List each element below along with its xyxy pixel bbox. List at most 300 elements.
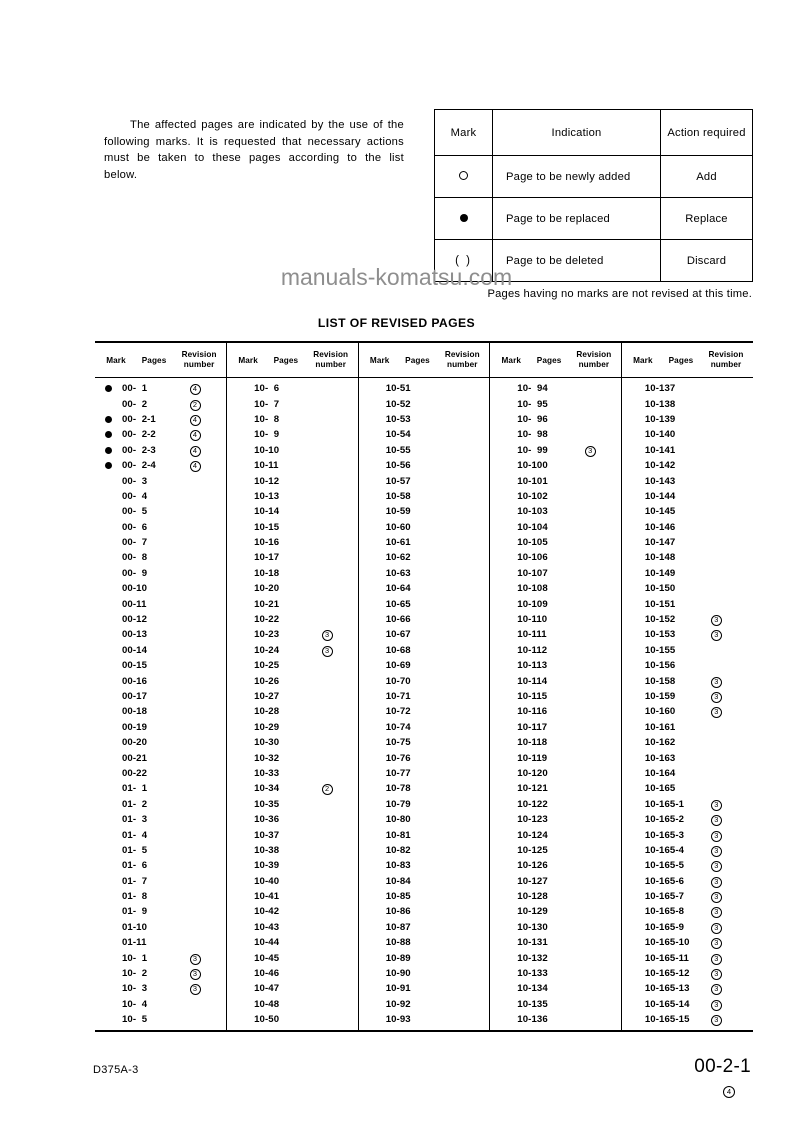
table-row (95, 489, 226, 504)
table-row (359, 504, 490, 519)
table-row (227, 874, 358, 889)
table-row (622, 458, 753, 473)
row-revision-number (711, 675, 735, 688)
table-row (359, 997, 490, 1012)
table-row (359, 843, 490, 858)
table-row (490, 381, 621, 396)
table-row (227, 520, 358, 535)
table-row (359, 827, 490, 842)
table-row (95, 766, 226, 781)
header-pages: Pages (405, 355, 430, 365)
table-row (95, 581, 226, 596)
table-row (490, 689, 621, 704)
table-row (622, 443, 753, 458)
row-page-number: 10-118 (517, 737, 548, 749)
row-page-number: 10-57 (385, 475, 411, 487)
revision-badge: 3 (711, 954, 722, 965)
table-row (227, 704, 358, 719)
row-page-number: 10-85 (385, 891, 411, 903)
row-page-number: 10-123 (517, 814, 548, 826)
table-row (227, 427, 358, 442)
row-page-number: 10-82 (385, 844, 411, 856)
table-row (490, 950, 621, 965)
header-revision-number: Revision number (576, 350, 612, 369)
table-row (622, 473, 753, 488)
header-pages: Pages (273, 355, 299, 365)
row-page-number: 10-156 (644, 660, 676, 672)
table-row (490, 643, 621, 658)
header-mark: Mark (633, 355, 653, 365)
header-revision-number: Revision number (313, 350, 349, 369)
revision-badge: 3 (711, 800, 722, 811)
row-revision-number (711, 998, 735, 1011)
table-row (95, 673, 226, 688)
legend-indication-cell: Page to be replaced (493, 198, 661, 240)
row-page-number: 10-128 (517, 891, 548, 903)
row-page-number: 10-69 (385, 660, 411, 672)
table-row (622, 704, 753, 719)
row-page-number: 10-33 (254, 767, 280, 779)
revision-badge: 3 (190, 969, 201, 980)
row-page-number: 10-113 (517, 660, 548, 672)
table-row (359, 520, 490, 535)
row-page-number: 10-91 (385, 983, 411, 995)
table-row (490, 920, 621, 935)
table-row (359, 966, 490, 981)
row-page-number: 10-158 (644, 675, 676, 687)
table-row (359, 858, 490, 873)
header-mark: Mark (501, 355, 522, 365)
table-row (622, 643, 753, 658)
table-row (95, 689, 226, 704)
row-page-number: 10-120 (517, 767, 548, 779)
legend-row (435, 198, 753, 240)
table-row (490, 627, 621, 642)
table-row (95, 412, 226, 427)
page-title: LIST OF REVISED PAGES (317, 316, 476, 330)
row-revision-number (711, 1013, 735, 1026)
table-row (622, 673, 753, 688)
row-page-number: 10-141 (644, 444, 676, 456)
filled-circle-icon (460, 214, 468, 222)
row-page-number: 01- 3 (122, 814, 148, 826)
table-row (622, 843, 753, 858)
revision-badge: 3 (711, 907, 722, 918)
row-page-number: 10-34 (254, 783, 280, 795)
row-mark (95, 414, 122, 425)
table-row (227, 658, 358, 673)
row-revision-number (573, 444, 607, 457)
row-page-number: 10-165-11 (644, 952, 689, 964)
table-row (95, 735, 226, 750)
row-page-number: 10-165-5 (644, 860, 685, 872)
row-page-number: 10-60 (385, 521, 411, 533)
table-row (359, 627, 490, 642)
row-page-number: 10- 7 (254, 398, 280, 410)
table-row (622, 412, 753, 427)
table-row (622, 381, 753, 396)
header-revision-number: Revision number (444, 350, 480, 369)
row-revision-number (178, 444, 212, 457)
table-row (227, 889, 358, 904)
header-block-5 (621, 342, 753, 378)
revision-badge: 3 (711, 692, 722, 703)
row-page-number: 00-20 (122, 737, 148, 749)
table-row (490, 735, 621, 750)
table-row (227, 581, 358, 596)
row-page-number: 00-13 (122, 629, 148, 641)
table-row (227, 750, 358, 765)
row-page-number: 10-124 (517, 829, 548, 841)
row-revision-number (178, 459, 212, 472)
revision-badge: 4 (190, 461, 201, 472)
row-revision-number (711, 844, 735, 857)
row-page-number: 10-164 (644, 767, 676, 779)
row-page-number: 10-165-14 (644, 998, 690, 1010)
table-row (95, 904, 226, 919)
revision-badge: 4 (190, 415, 201, 426)
table-row (622, 1012, 753, 1027)
table-row (490, 612, 621, 627)
row-page-number: 10-54 (385, 429, 411, 441)
row-page-number: 10-165-9 (644, 921, 685, 933)
table-row (95, 427, 226, 442)
table-row (359, 797, 490, 812)
row-page-number: 10-63 (385, 567, 411, 579)
table-row (622, 658, 753, 673)
row-page-number: 10-23 (254, 629, 280, 641)
row-page-number: 10-90 (385, 968, 411, 980)
row-page-number: 10-165-8 (644, 906, 685, 918)
row-page-number: 10-51 (385, 383, 411, 395)
table-row (95, 1012, 226, 1027)
table-row (490, 935, 621, 950)
row-page-number: 10-89 (385, 952, 411, 964)
row-page-number: 10-66 (385, 614, 411, 626)
row-page-number: 10-165 (644, 783, 676, 795)
table-row (622, 781, 753, 796)
table-row (95, 535, 226, 550)
table-row (227, 458, 358, 473)
table-row (359, 874, 490, 889)
row-page-number: 10-107 (517, 567, 548, 579)
table-row (359, 950, 490, 965)
row-mark (95, 445, 122, 456)
row-page-number: 01- 1 (122, 783, 148, 795)
revision-badge: 3 (711, 846, 722, 857)
table-row (490, 535, 621, 550)
header-revision-number: Revision number (181, 350, 217, 369)
legend-indication-cell: Page to be deleted (493, 240, 661, 282)
table-row (95, 874, 226, 889)
row-page-number: 10-147 (644, 537, 676, 549)
table-row (95, 458, 226, 473)
row-page-number: 10- 4 (122, 998, 148, 1010)
row-page-number: 00-16 (122, 675, 148, 687)
table-row (622, 812, 753, 827)
table-row (622, 874, 753, 889)
row-page-number: 10-64 (385, 583, 411, 595)
legend-mark-cell (435, 240, 493, 282)
row-page-number: 10-41 (254, 891, 280, 903)
revision-badge: 3 (190, 984, 201, 995)
row-page-number: 10-35 (254, 798, 280, 810)
table-row (490, 812, 621, 827)
table-row (490, 443, 621, 458)
table-row (622, 950, 753, 965)
row-page-number: 01- 4 (122, 829, 148, 841)
table-row (227, 858, 358, 873)
row-page-number: 00-22 (122, 767, 148, 779)
row-page-number: 10-112 (517, 644, 548, 656)
row-page-number: 10- 2 (122, 968, 148, 980)
column-block-5 (621, 378, 753, 1032)
row-page-number: 10-137 (644, 383, 676, 395)
table-row (95, 997, 226, 1012)
table-row (359, 596, 490, 611)
parentheses-icon: ( ) (455, 254, 472, 267)
row-page-number: 10-32 (254, 752, 280, 764)
row-page-number: 10-129 (517, 906, 548, 918)
row-page-number: 10-88 (385, 937, 411, 949)
header-block-1 (95, 342, 227, 378)
row-page-number: 10-92 (385, 998, 411, 1010)
row-page-number: 10-165-3 (644, 829, 685, 841)
no-marks-note: Pages having no marks are not revised at this time. (487, 288, 752, 300)
row-page-number: 00- 2-3 (122, 444, 156, 456)
row-page-number: 10-119 (517, 752, 548, 764)
table-row (359, 981, 490, 996)
table-row (359, 766, 490, 781)
table-row (359, 658, 490, 673)
table-row (490, 720, 621, 735)
footer-page-number: 00-2-1 (694, 1056, 751, 1077)
table-row (622, 396, 753, 411)
table-row (622, 581, 753, 596)
row-page-number: 10-46 (254, 968, 280, 980)
row-revision-number (310, 628, 344, 641)
revision-badge: 3 (711, 877, 722, 888)
row-page-number: 10-62 (385, 552, 411, 564)
row-revision-number (711, 921, 735, 934)
row-page-number: 01- 8 (122, 891, 148, 903)
row-page-number: 10-133 (517, 968, 548, 980)
table-row (227, 535, 358, 550)
table-row (95, 966, 226, 981)
table-row (227, 673, 358, 688)
table-row (622, 427, 753, 442)
row-page-number: 10-102 (517, 490, 548, 502)
header-block-3 (358, 342, 490, 378)
table-row (227, 412, 358, 427)
table-row (227, 781, 358, 796)
row-page-number: 10-56 (385, 460, 411, 472)
table-row (227, 489, 358, 504)
row-page-number: 10- 95 (517, 398, 548, 410)
table-row (622, 920, 753, 935)
row-revision-number (711, 690, 735, 703)
row-page-number: 10-12 (254, 475, 280, 487)
row-revision-number (711, 952, 735, 965)
row-page-number: 10-78 (385, 783, 411, 795)
table-row (359, 750, 490, 765)
revision-badge: 3 (322, 646, 333, 657)
row-page-number: 10-75 (385, 737, 411, 749)
header-pages: Pages (141, 355, 167, 365)
row-revision-number (178, 382, 212, 395)
row-page-number: 10-11 (254, 460, 279, 472)
table-row (95, 550, 226, 565)
table-row (490, 766, 621, 781)
table-row (622, 858, 753, 873)
row-page-number: 10-70 (385, 675, 411, 687)
row-page-number: 10-72 (385, 706, 411, 718)
row-revision-number (711, 936, 735, 949)
row-page-number: 10-144 (644, 490, 676, 502)
row-page-number: 10-140 (644, 429, 676, 441)
table-row (490, 997, 621, 1012)
row-page-number: 00-11 (122, 598, 147, 610)
column-block-3 (358, 378, 490, 1032)
row-page-number: 10-21 (254, 598, 280, 610)
row-page-number: 00- 7 (122, 537, 148, 549)
table-row (359, 704, 490, 719)
row-revision-number (711, 813, 735, 826)
table-row (359, 643, 490, 658)
revision-badge: 3 (322, 630, 333, 641)
legend-row (435, 240, 753, 282)
intro-paragraph: The affected pages are indicated by the use of the following marks. It is requested that necessary actions must be taken to these pages according to the list below. (104, 119, 404, 181)
revised-pages-table (95, 341, 753, 1032)
legend-header-action: Action required (661, 110, 753, 156)
table-row (490, 566, 621, 581)
row-page-number: 10-126 (517, 860, 548, 872)
row-revision-number (711, 859, 735, 872)
row-page-number: 01- 7 (122, 875, 148, 887)
row-page-number: 10-161 (644, 721, 676, 733)
row-page-number: 10-143 (644, 475, 676, 487)
row-revision-number (310, 782, 344, 795)
table-row (95, 858, 226, 873)
row-page-number: 10-151 (644, 598, 676, 610)
footer-revision-badge (723, 1086, 735, 1098)
row-page-number: 10-26 (254, 675, 280, 687)
row-revision-number (711, 890, 735, 903)
row-page-number: 10-165-15 (644, 1014, 690, 1026)
row-page-number: 10-116 (517, 706, 548, 718)
table-row (359, 443, 490, 458)
row-page-number: 10-155 (644, 644, 676, 656)
table-row (359, 781, 490, 796)
row-page-number: 10-18 (254, 567, 280, 579)
row-page-number: 10-27 (254, 691, 280, 702)
row-page-number: 00-14 (122, 644, 148, 656)
row-page-number: 10-37 (254, 829, 280, 841)
table-row (227, 997, 358, 1012)
row-page-number: 10-65 (385, 598, 411, 610)
row-revision-number (711, 967, 735, 980)
table-row (227, 627, 358, 642)
row-page-number: 10-17 (254, 552, 280, 564)
table-row (359, 458, 490, 473)
table-row (490, 750, 621, 765)
table-row (359, 412, 490, 427)
row-page-number: 10-10 (254, 444, 280, 456)
table-row (490, 596, 621, 611)
revision-badge: 3 (190, 954, 201, 965)
table-row (359, 720, 490, 735)
row-page-number: 10-165-10 (644, 937, 690, 949)
table-row (227, 843, 358, 858)
row-page-number: 10-86 (385, 906, 411, 918)
row-page-number: 00- 4 (122, 490, 148, 502)
table-row (359, 566, 490, 581)
revision-badge: 4 (190, 446, 201, 457)
table-row (490, 504, 621, 519)
table-row (622, 981, 753, 996)
table-row (490, 550, 621, 565)
row-page-number: 10-163 (644, 752, 676, 764)
row-page-number: 10-15 (254, 521, 280, 533)
row-page-number: 00-10 (122, 583, 148, 595)
table-row (359, 904, 490, 919)
row-page-number: 10-105 (517, 537, 548, 549)
row-page-number: 10-148 (644, 552, 676, 564)
table-row (359, 673, 490, 688)
row-page-number: 10-135 (517, 998, 548, 1010)
row-page-number: 10-42 (254, 906, 280, 918)
table-row (359, 935, 490, 950)
row-page-number: 10-122 (517, 798, 548, 810)
table-row (227, 797, 358, 812)
row-page-number: 01- 6 (122, 860, 148, 872)
row-revision-number (711, 705, 735, 718)
table-row (490, 458, 621, 473)
table-row (622, 827, 753, 842)
filled-circle-icon (105, 462, 112, 469)
table-row (227, 396, 358, 411)
revision-badge: 2 (322, 784, 333, 795)
row-page-number: 10-149 (644, 567, 676, 579)
row-page-number: 00- 1 (122, 383, 148, 395)
row-page-number: 10-39 (254, 860, 280, 872)
row-page-number: 10-25 (254, 660, 280, 672)
row-page-number: 10-117 (517, 721, 548, 733)
table-row (95, 797, 226, 812)
row-page-number: 10-16 (254, 537, 280, 549)
table-row (227, 473, 358, 488)
row-page-number: 10-53 (385, 413, 411, 425)
row-page-number: 10-165-4 (644, 844, 685, 856)
row-page-number: 10- 5 (122, 1014, 148, 1026)
revision-badge: 3 (711, 831, 722, 842)
legend-header-indication: Indication (493, 110, 661, 156)
row-page-number: 10-138 (644, 398, 676, 410)
row-page-number: 10-153 (644, 629, 676, 641)
row-page-number: 10- 94 (517, 383, 548, 395)
table-row (95, 981, 226, 996)
row-page-number: 00-17 (122, 691, 148, 702)
row-page-number: 10-103 (517, 506, 548, 518)
table-row (490, 797, 621, 812)
row-page-number: 10-30 (254, 737, 280, 749)
row-page-number: 10- 9 (254, 429, 280, 441)
row-page-number: 10- 96 (517, 413, 548, 425)
table-row (622, 889, 753, 904)
row-page-number: 00- 3 (122, 475, 148, 487)
row-page-number: 10-45 (254, 952, 280, 964)
revision-badge: 3 (711, 984, 722, 995)
